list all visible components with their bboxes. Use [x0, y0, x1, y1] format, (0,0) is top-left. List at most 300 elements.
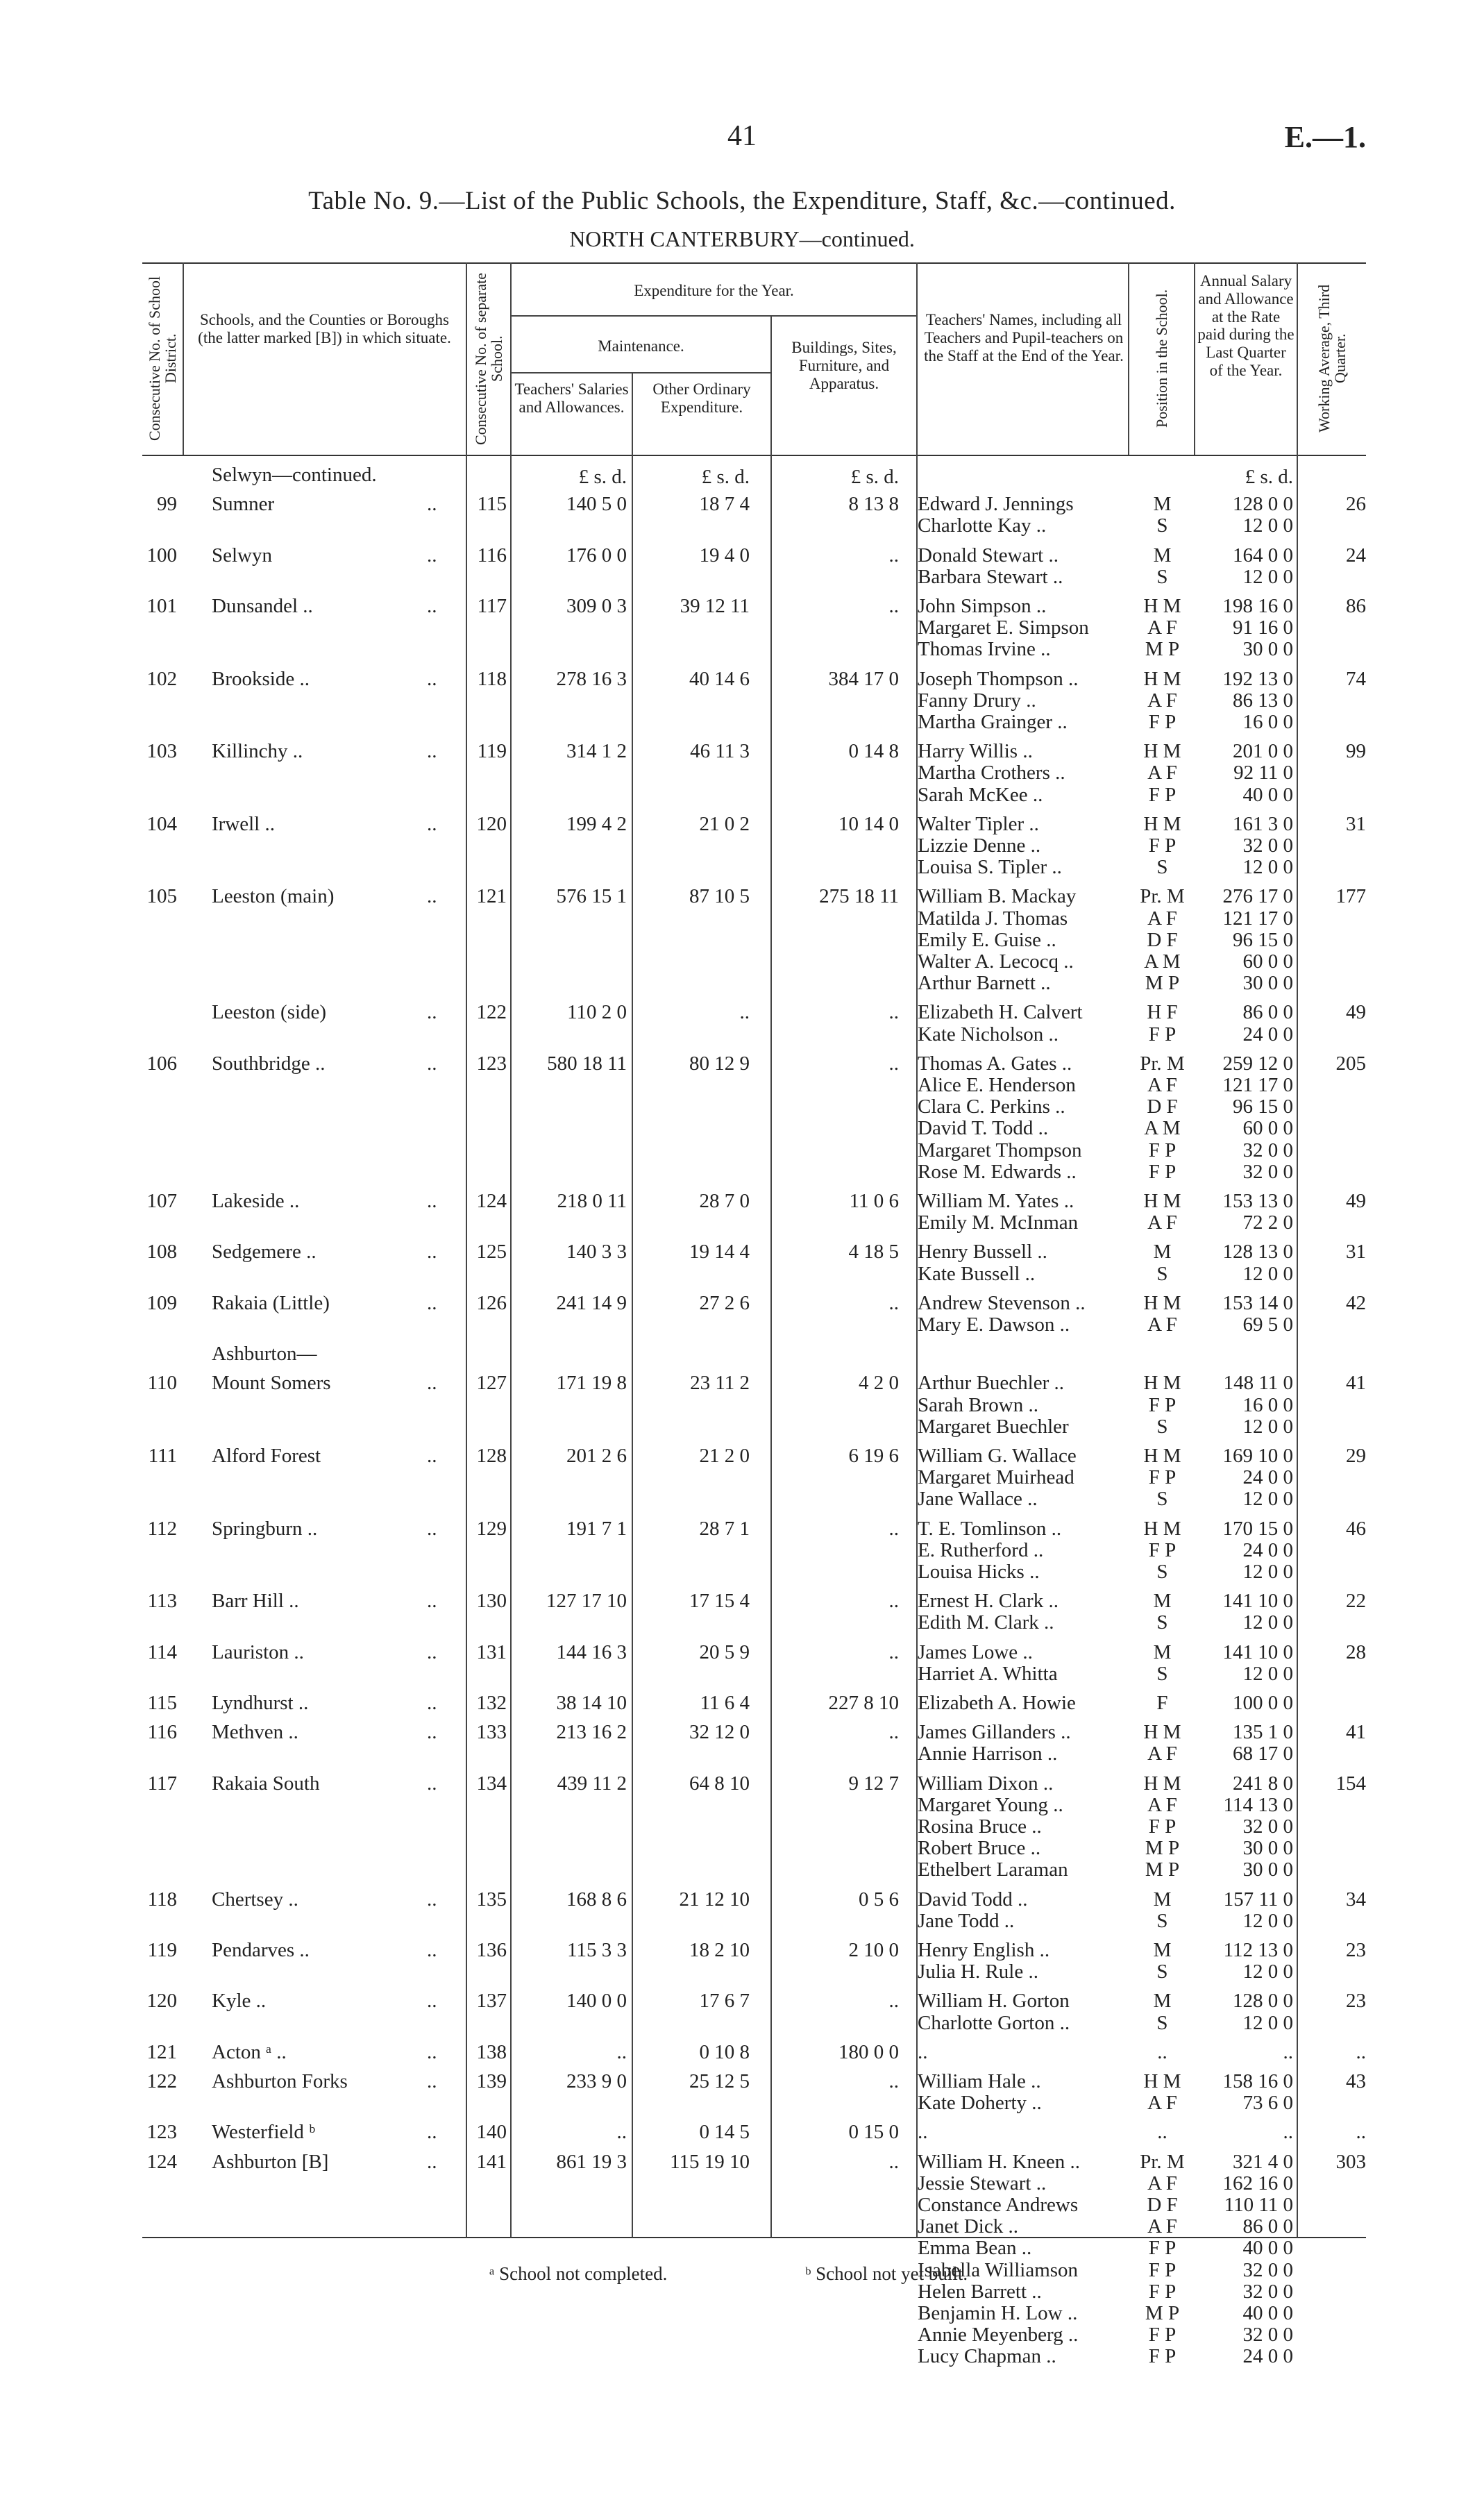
position: H M: [1143, 1721, 1181, 1744]
district-no: 122: [146, 2070, 177, 2092]
table-row: [142, 566, 1366, 588]
table-row: [142, 493, 1366, 515]
school-name: Ashburton—: [212, 1343, 317, 1366]
school-no: 137: [476, 1990, 507, 2013]
annual-salary: 30 0 0: [1242, 1837, 1293, 1860]
district-no: 124: [146, 2150, 177, 2173]
position: H M: [1143, 1291, 1181, 1314]
buildings: 4 18 5: [848, 1241, 899, 1264]
teacher-name: Martha Crothers ..: [918, 762, 1065, 784]
teacher-name: Fanny Drury ..: [918, 689, 1036, 712]
position: S: [1156, 1262, 1168, 1285]
header-district-no: Consecutive No. of School District.: [145, 276, 179, 442]
table-row: [142, 2070, 1366, 2092]
annual-salary: 40 0 0: [1242, 2237, 1293, 2260]
table-row: [142, 668, 1366, 690]
annual-salary: 162 16 0: [1222, 2172, 1293, 2194]
position: M: [1153, 493, 1172, 516]
annual-salary: 12 0 0: [1242, 565, 1293, 588]
position: H M: [1143, 812, 1181, 835]
teacher-name: William G. Wallace: [918, 1445, 1077, 1467]
annual-salary: 24 0 0: [1242, 1466, 1293, 1489]
annual-salary: 128 0 0: [1233, 493, 1293, 516]
position: A F: [1147, 616, 1177, 639]
annual-salary: 201 0 0: [1233, 740, 1293, 763]
working-average: 24: [1346, 544, 1366, 566]
position: S: [1156, 565, 1168, 588]
table-row: [142, 1663, 1366, 1685]
district-no: 108: [146, 1241, 177, 1264]
position: F P: [1148, 1023, 1177, 1046]
table-row: [142, 813, 1366, 835]
position: M P: [1145, 2302, 1180, 2324]
table-row: [142, 711, 1366, 733]
annual-salary: 60 0 0: [1242, 950, 1293, 973]
table-row: [142, 2345, 1366, 2367]
school-name: Leeston (main): [212, 885, 335, 908]
annual-salary: 32 0 0: [1242, 2324, 1293, 2347]
page-code: E.—1.: [1284, 120, 1366, 154]
teacher-name: Edward J. Jennings: [918, 493, 1074, 516]
teacher-name: Donald Stewart ..: [918, 544, 1059, 566]
district-no: 109: [146, 1291, 177, 1314]
teacher-name: Emily E. Guise ..: [918, 928, 1056, 951]
table-row: [142, 689, 1366, 712]
salaries: 278 16 3: [556, 667, 627, 690]
table-row: [142, 1117, 1366, 1139]
school-name: Alford Forest: [212, 1445, 321, 1467]
school-name: Selwyn: [212, 544, 272, 566]
unit-salaries: £ s. d.: [578, 466, 627, 488]
table-row: [142, 2172, 1366, 2194]
school-no: 139: [476, 2070, 507, 2092]
position: S: [1156, 1662, 1168, 1685]
buildings: ..: [888, 1990, 899, 2013]
table-row: [142, 1241, 1366, 1263]
position: F P: [1148, 2345, 1177, 2368]
buildings: 275 18 11: [819, 885, 899, 908]
working-average: 86: [1346, 595, 1366, 617]
position: M: [1153, 1640, 1172, 1663]
table-row: [142, 929, 1366, 951]
teacher-name: Henry Bussell ..: [918, 1241, 1047, 1264]
school-name: Barr Hill ..: [212, 1590, 299, 1613]
teacher-name: Matilda J. Thomas: [918, 907, 1068, 930]
school-no: 131: [476, 1640, 507, 1663]
buildings: 8 13 8: [848, 493, 899, 516]
table-row: [142, 972, 1366, 994]
school-no: 133: [476, 1721, 507, 1744]
table-row: [142, 1539, 1366, 1561]
table-row: [142, 740, 1366, 762]
annual-salary: 30 0 0: [1242, 638, 1293, 661]
school-no: 123: [476, 1052, 507, 1075]
teacher-name: Isabella Williamson: [918, 2258, 1079, 2281]
school-no: 116: [477, 544, 507, 566]
table-row: [142, 1858, 1366, 1881]
teacher-name: Joseph Thompson ..: [918, 667, 1079, 690]
salaries: 191 7 1: [566, 1517, 627, 1540]
position: F P: [1148, 2280, 1177, 2303]
buildings: ..: [888, 1001, 899, 1024]
table-row: [142, 1313, 1366, 1336]
annual-salary: 32 0 0: [1242, 1815, 1293, 1838]
salaries: 861 19 3: [556, 2150, 627, 2173]
school-no: 118: [477, 667, 507, 690]
annual-salary: 158 16 0: [1222, 2070, 1293, 2092]
working-average: ..: [1356, 2121, 1366, 2144]
leader-dots: ..: [427, 740, 437, 763]
annual-salary: 32 0 0: [1242, 834, 1293, 857]
other-expenditure: 64 8 10: [689, 1772, 750, 1795]
position: H M: [1143, 595, 1181, 617]
position: H M: [1143, 1372, 1181, 1395]
position: ..: [1157, 2121, 1167, 2144]
table-row: [142, 1292, 1366, 1314]
annual-salary: 24 0 0: [1242, 1023, 1293, 1046]
annual-salary: 198 16 0: [1222, 595, 1293, 617]
other-expenditure: 17 15 4: [689, 1590, 750, 1613]
salaries: 580 18 11: [547, 1052, 627, 1075]
teacher-name: Emily M. McInman: [918, 1211, 1079, 1234]
position: S: [1156, 1909, 1168, 1932]
salaries: ..: [616, 2040, 627, 2063]
table-row: [142, 1211, 1366, 1234]
leader-dots: ..: [427, 1939, 437, 1961]
working-average: 43: [1346, 2070, 1366, 2092]
working-average: 303: [1335, 2150, 1366, 2173]
annual-salary: 12 0 0: [1242, 856, 1293, 879]
district-no: 114: [147, 1640, 177, 1663]
table-row: [142, 1561, 1366, 1583]
teacher-name: Charlotte Kay ..: [918, 514, 1047, 537]
district-no: 111: [148, 1445, 177, 1467]
position: Pr. M: [1140, 885, 1185, 908]
position: F P: [1148, 1393, 1177, 1416]
position: M P: [1145, 638, 1180, 661]
annual-salary: ..: [1283, 2121, 1293, 2144]
district-no: 106: [146, 1052, 177, 1075]
position: H M: [1143, 740, 1181, 763]
annual-salary: 148 11 0: [1223, 1372, 1293, 1395]
position: A F: [1147, 689, 1177, 712]
buildings: 0 15 0: [848, 2121, 899, 2144]
position: A F: [1147, 907, 1177, 930]
buildings: ..: [888, 1721, 899, 1744]
teacher-name: ..: [918, 2040, 928, 2063]
table-row: [142, 544, 1366, 566]
teacher-name: Walter Tipler ..: [918, 812, 1039, 835]
position: A F: [1147, 1743, 1177, 1765]
annual-salary: 32 0 0: [1242, 2280, 1293, 2303]
position: S: [1156, 1961, 1168, 1983]
other-expenditure: 18 2 10: [689, 1939, 750, 1961]
leader-dots: ..: [427, 1445, 437, 1467]
position: A M: [1144, 1117, 1181, 1140]
table-row: [142, 1488, 1366, 1510]
position: F P: [1148, 1466, 1177, 1489]
position: F P: [1148, 711, 1177, 733]
teacher-name: Annie Meyenberg ..: [918, 2324, 1079, 2347]
teacher-name: Henry English ..: [918, 1939, 1050, 1961]
table-row: [142, 1466, 1366, 1488]
annual-salary: 24 0 0: [1242, 1538, 1293, 1561]
other-expenditure: 11 6 4: [700, 1692, 750, 1714]
school-name: Springburn ..: [212, 1517, 318, 1540]
salaries: 127 17 10: [546, 1590, 627, 1613]
table-row: [142, 1372, 1366, 1394]
teacher-name: Benjamin H. Low ..: [918, 2302, 1078, 2324]
buildings: ..: [888, 1291, 899, 1314]
district-no: 118: [147, 1888, 177, 1911]
teacher-name: Mary E. Dawson ..: [918, 1313, 1070, 1336]
buildings: 0 5 6: [859, 1888, 899, 1911]
teacher-name: Constance Andrews: [918, 2194, 1079, 2216]
table-row: [142, 1590, 1366, 1612]
salaries: 201 2 6: [566, 1445, 627, 1467]
buildings: 180 0 0: [838, 2040, 899, 2063]
leader-dots: ..: [427, 1772, 437, 1795]
table-row: [142, 2041, 1366, 2063]
working-average: 26: [1346, 493, 1366, 516]
district-no: 120: [146, 1990, 177, 2013]
table-row: [142, 1910, 1366, 1932]
school-name: Southbridge ..: [212, 1052, 326, 1075]
other-expenditure: 46 11 3: [690, 740, 750, 763]
school-name: Sedgemere ..: [212, 1241, 317, 1264]
annual-salary: 276 17 0: [1222, 885, 1293, 908]
annual-salary: 96 15 0: [1233, 928, 1293, 951]
teacher-name: Janet Dick ..: [918, 2215, 1018, 2238]
teacher-name: Sarah Brown ..: [918, 1393, 1038, 1416]
other-expenditure: ..: [739, 1001, 750, 1024]
school-no: 120: [476, 812, 507, 835]
school-name: Irwell ..: [212, 812, 275, 835]
leader-dots: ..: [427, 1291, 437, 1314]
header-school-no: Consecutive No. of separate School.: [471, 272, 505, 445]
working-average: 29: [1346, 1445, 1366, 1467]
position: D F: [1147, 2194, 1178, 2216]
school-no: 135: [476, 1888, 507, 1911]
table-row: [142, 2302, 1366, 2324]
salaries: 241 14 9: [556, 1291, 627, 1314]
table-row: [142, 950, 1366, 973]
annual-salary: 192 13 0: [1222, 667, 1293, 690]
leader-dots: ..: [427, 1590, 437, 1613]
school-name: Mount Somers: [212, 1372, 331, 1395]
table-row: [142, 784, 1366, 806]
working-average: 154: [1335, 1772, 1366, 1795]
annual-salary: 241 8 0: [1233, 1772, 1293, 1795]
leader-dots: ..: [427, 1721, 437, 1744]
teacher-name: Kate Nicholson ..: [918, 1023, 1059, 1046]
table-row: [142, 762, 1366, 784]
school-no: 136: [476, 1939, 507, 1961]
working-average: ..: [1356, 2040, 1366, 2063]
teacher-name: Kate Bussell ..: [918, 1262, 1036, 1285]
other-expenditure: 20 5 9: [699, 1640, 750, 1663]
district-no: 115: [147, 1692, 177, 1714]
teacher-name: Thomas Irvine ..: [918, 638, 1051, 661]
school-name: Dunsandel ..: [212, 595, 313, 617]
annual-salary: 12 0 0: [1242, 1415, 1293, 1438]
teacher-name: Robert Bruce ..: [918, 1837, 1041, 1860]
school-no: 138: [476, 2040, 507, 2063]
page-number: 41: [727, 120, 757, 152]
leader-dots: ..: [427, 1990, 437, 2013]
leader-dots: ..: [427, 667, 437, 690]
teacher-name: Rose M. Edwards ..: [918, 1160, 1077, 1183]
table-row: [142, 834, 1366, 857]
teacher-name: E. Rutherford ..: [918, 1538, 1044, 1561]
school-no: 128: [476, 1445, 507, 1467]
school-no: 130: [476, 1590, 507, 1613]
teacher-name: Margaret Thompson: [918, 1139, 1082, 1161]
working-average: 23: [1346, 1990, 1366, 2013]
teacher-name: Lizzie Denne ..: [918, 834, 1041, 857]
position: A F: [1147, 1313, 1177, 1336]
annual-salary: 164 0 0: [1233, 544, 1293, 566]
table-row: [142, 1772, 1366, 1795]
teacher-name: ..: [918, 2121, 928, 2144]
annual-salary: 135 1 0: [1233, 1721, 1293, 1744]
school-name: Kyle ..: [212, 1990, 267, 2013]
school-no: 117: [477, 595, 507, 617]
school-name: Selwyn—continued.: [212, 464, 377, 486]
other-expenditure: 17 6 7: [699, 1990, 750, 2013]
annual-salary: 72 2 0: [1242, 1211, 1293, 1234]
teacher-name: Louisa S. Tipler ..: [918, 856, 1062, 879]
table-row: [142, 638, 1366, 660]
table-row: [142, 1611, 1366, 1634]
buildings: ..: [888, 1590, 899, 1613]
salaries: 199 4 2: [566, 812, 627, 835]
position: A F: [1147, 2092, 1177, 2115]
annual-salary: 24 0 0: [1242, 2345, 1293, 2368]
annual-salary: 12 0 0: [1242, 2011, 1293, 2034]
salaries: 140 5 0: [566, 493, 627, 516]
working-average: 23: [1346, 1939, 1366, 1961]
school-name: Acton ᵃ ..: [212, 2040, 287, 2063]
working-average: 34: [1346, 1888, 1366, 1911]
position: M P: [1145, 972, 1180, 995]
teacher-name: Arthur Buechler ..: [918, 1372, 1064, 1395]
teacher-name: Helen Barrett ..: [918, 2280, 1042, 2303]
other-expenditure: 23 11 2: [690, 1372, 750, 1395]
table-row: [142, 2237, 1366, 2259]
working-average: 28: [1346, 1640, 1366, 1663]
position: F P: [1148, 783, 1177, 806]
position: ..: [1157, 2040, 1167, 2063]
school-name: Lauriston ..: [212, 1640, 304, 1663]
annual-salary: 128 13 0: [1222, 1241, 1293, 1264]
other-expenditure: 39 12 11: [680, 595, 750, 617]
salaries: 233 9 0: [566, 2070, 627, 2092]
position: F P: [1148, 2324, 1177, 2347]
position: A F: [1147, 1074, 1177, 1096]
annual-salary: 86 0 0: [1242, 1001, 1293, 1024]
leader-dots: ..: [427, 1190, 437, 1212]
annual-salary: 157 11 0: [1223, 1888, 1293, 1911]
leader-dots: ..: [427, 1241, 437, 1264]
annual-salary: 40 0 0: [1242, 783, 1293, 806]
school-name: Pendarves ..: [212, 1939, 310, 1961]
teacher-name: Clara C. Perkins ..: [918, 1096, 1065, 1118]
school-no: 129: [476, 1517, 507, 1540]
position: S: [1156, 514, 1168, 537]
teacher-name: Harry Willis ..: [918, 740, 1033, 763]
teacher-name: Jessie Stewart ..: [918, 2172, 1047, 2194]
annual-salary: 12 0 0: [1242, 1611, 1293, 1634]
district-no: 123: [146, 2121, 177, 2144]
header-schools: Schools, and the Counties or Boroughs (the latter marked [B]) in which situate.: [198, 311, 451, 346]
teacher-name: Alice E. Henderson: [918, 1074, 1076, 1096]
table-row: [142, 595, 1366, 617]
position: H F: [1147, 1001, 1178, 1024]
teacher-name: William H. Gorton: [918, 1990, 1070, 2013]
annual-salary: 141 10 0: [1222, 1590, 1293, 1613]
leader-dots: ..: [427, 1692, 437, 1714]
salaries: 110 2 0: [567, 1001, 627, 1024]
table-row: [142, 1263, 1366, 1285]
annual-salary: 12 0 0: [1242, 1909, 1293, 1932]
position: A F: [1147, 2172, 1177, 2194]
school-name: Ashburton [B]: [212, 2150, 329, 2173]
buildings: 227 8 10: [828, 1692, 899, 1714]
position: S: [1156, 1415, 1168, 1438]
annual-salary: 60 0 0: [1242, 1117, 1293, 1140]
school-name: Westerfield ᵇ: [212, 2121, 316, 2144]
position: S: [1156, 1561, 1168, 1583]
teacher-name: Kate Doherty ..: [918, 2092, 1042, 2115]
school-no: 141: [476, 2150, 507, 2173]
unit-other: £ s. d.: [701, 466, 750, 488]
leader-dots: ..: [427, 812, 437, 835]
school-name: Sumner: [212, 493, 275, 516]
working-average: 99: [1346, 740, 1366, 763]
table-row: [142, 2215, 1366, 2238]
buildings: 9 12 7: [848, 1772, 899, 1795]
header-position: Position in the School.: [1152, 289, 1170, 428]
annual-salary: 92 11 0: [1233, 762, 1293, 784]
school-name: Brookside ..: [212, 667, 310, 690]
other-expenditure: 18 7 4: [699, 493, 750, 516]
annual-salary: 170 15 0: [1222, 1517, 1293, 1540]
school-no: 127: [476, 1372, 507, 1395]
salaries: 576 15 1: [556, 885, 627, 908]
leader-dots: ..: [427, 544, 437, 566]
annual-salary: 12 0 0: [1242, 1561, 1293, 1583]
other-expenditure: 0 10 8: [699, 2040, 750, 2063]
position: M: [1153, 544, 1172, 566]
other-expenditure: 21 0 2: [699, 812, 750, 835]
header-teachers: Teachers' Names, including all Teachers and Pupil-teachers on the Staff at the End of the Year.: [924, 311, 1124, 364]
position: M: [1153, 1888, 1172, 1911]
table-row: [142, 1721, 1366, 1743]
annual-salary: 321 4 0: [1233, 2150, 1293, 2173]
salaries: 140 3 3: [566, 1241, 627, 1264]
leader-dots: ..: [427, 1372, 437, 1395]
district-no: 101: [146, 595, 177, 617]
position: Pr. M: [1140, 2150, 1185, 2173]
position: M: [1153, 1939, 1172, 1961]
other-expenditure: 21 12 10: [679, 1888, 750, 1911]
salaries: 140 0 0: [566, 1990, 627, 2013]
position: S: [1156, 1488, 1168, 1511]
teacher-name: Rosina Bruce ..: [918, 1815, 1042, 1838]
table-row: [142, 2281, 1366, 2303]
teacher-name: David T. Todd ..: [918, 1117, 1049, 1140]
